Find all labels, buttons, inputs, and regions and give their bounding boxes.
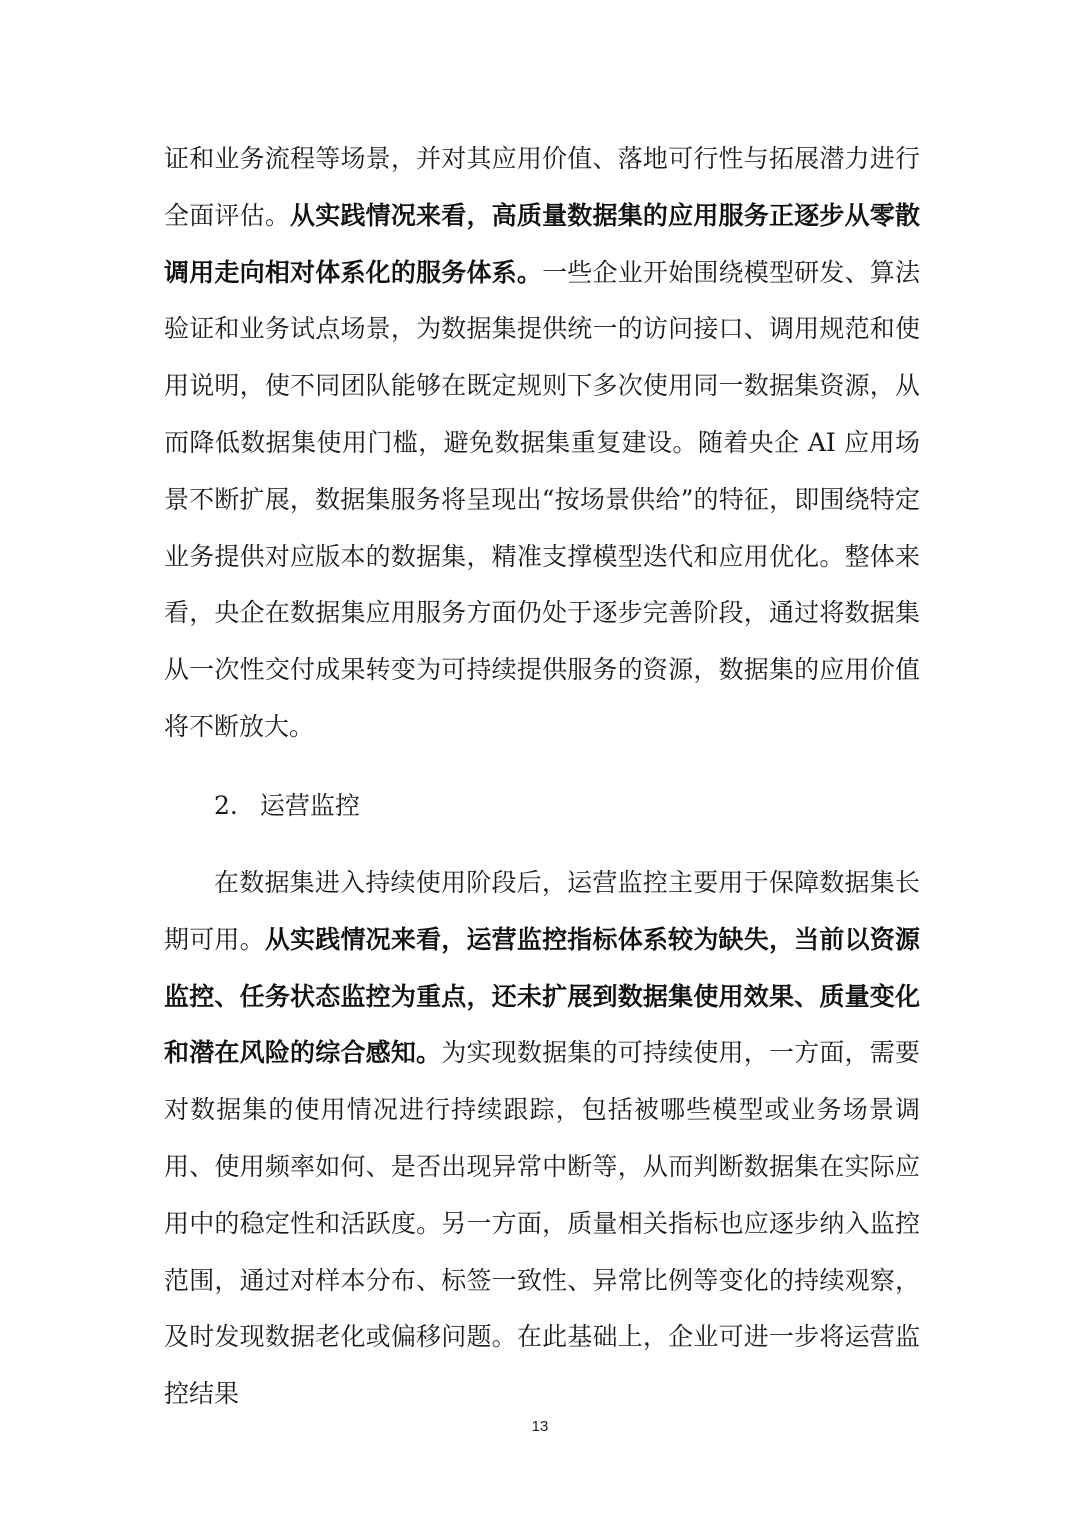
section-heading [214, 778, 360, 834]
paragraph-operations-monitoring [164, 855, 920, 1423]
paragraph-text: 证和业务流程等场景，并对其应用价值、落地可行性与拓展潜力进行全面评估。 [164, 144, 920, 230]
paragraph-text: 一些企业开始围绕模型研发、算法验证和业务试点场景，为数据集提供统一的访问接口、调用规范和使用说明，使不同团队能够在既定规则下多次使用同一数据集资源，从而降低数据集使用门槛，避免数据集重复建设。随着央企 AI 应用场景不断扩展，数据集服务将呈现出“按场景供给”的特征，即围绕特定业务提供对应版本的数据集，精准支撑模型迭代和应用优化。整体来看，央企在数据集应用服务方面仍处于逐步完善阶段，通过将数据集从一次性交付成果转变为可持续提供服务的资源，数据集的应用价值将不断放大。 [164, 257, 920, 741]
key-finding-bold: 从实践情况来看，高质量数据集的应用服务正逐步从零散调用走向相对体系化的服务体系。 [164, 200, 920, 287]
page-number: 13 [531, 1418, 549, 1435]
paragraph-text: 在数据集进入持续使用阶段后，运营监控主要用于保障数据集长期可用。 [164, 868, 920, 954]
key-finding-bold: 从实践情况来看，运营监控指标体系较为缺失，当前以资源监控、任务状态监控为重点，还未扩展到数据集使用效果、质量变化和潜在风险的综合感知。 [164, 924, 920, 1068]
section-number: 2. [214, 791, 238, 820]
paragraph-text: 为实现数据集的可持续使用，一方面，需要对数据集的使用情况进行持续跟踪，包括被哪些模型或业务场景调用、使用频率如何、是否出现异常中断等，从而判断数据集在实际应用中的稳定性和活跃度。另一方面，质量相关指标也应逐步纳入监控范围，通过对样本分布、标签一致性、异常比例等变化的持续观察，及时发现数据老化或偏移问题。在此基础上，企业可进一步将运营监控结果 [164, 1038, 920, 1409]
paragraph-application-service [164, 131, 920, 756]
section-title: 运营监控 [259, 791, 360, 820]
